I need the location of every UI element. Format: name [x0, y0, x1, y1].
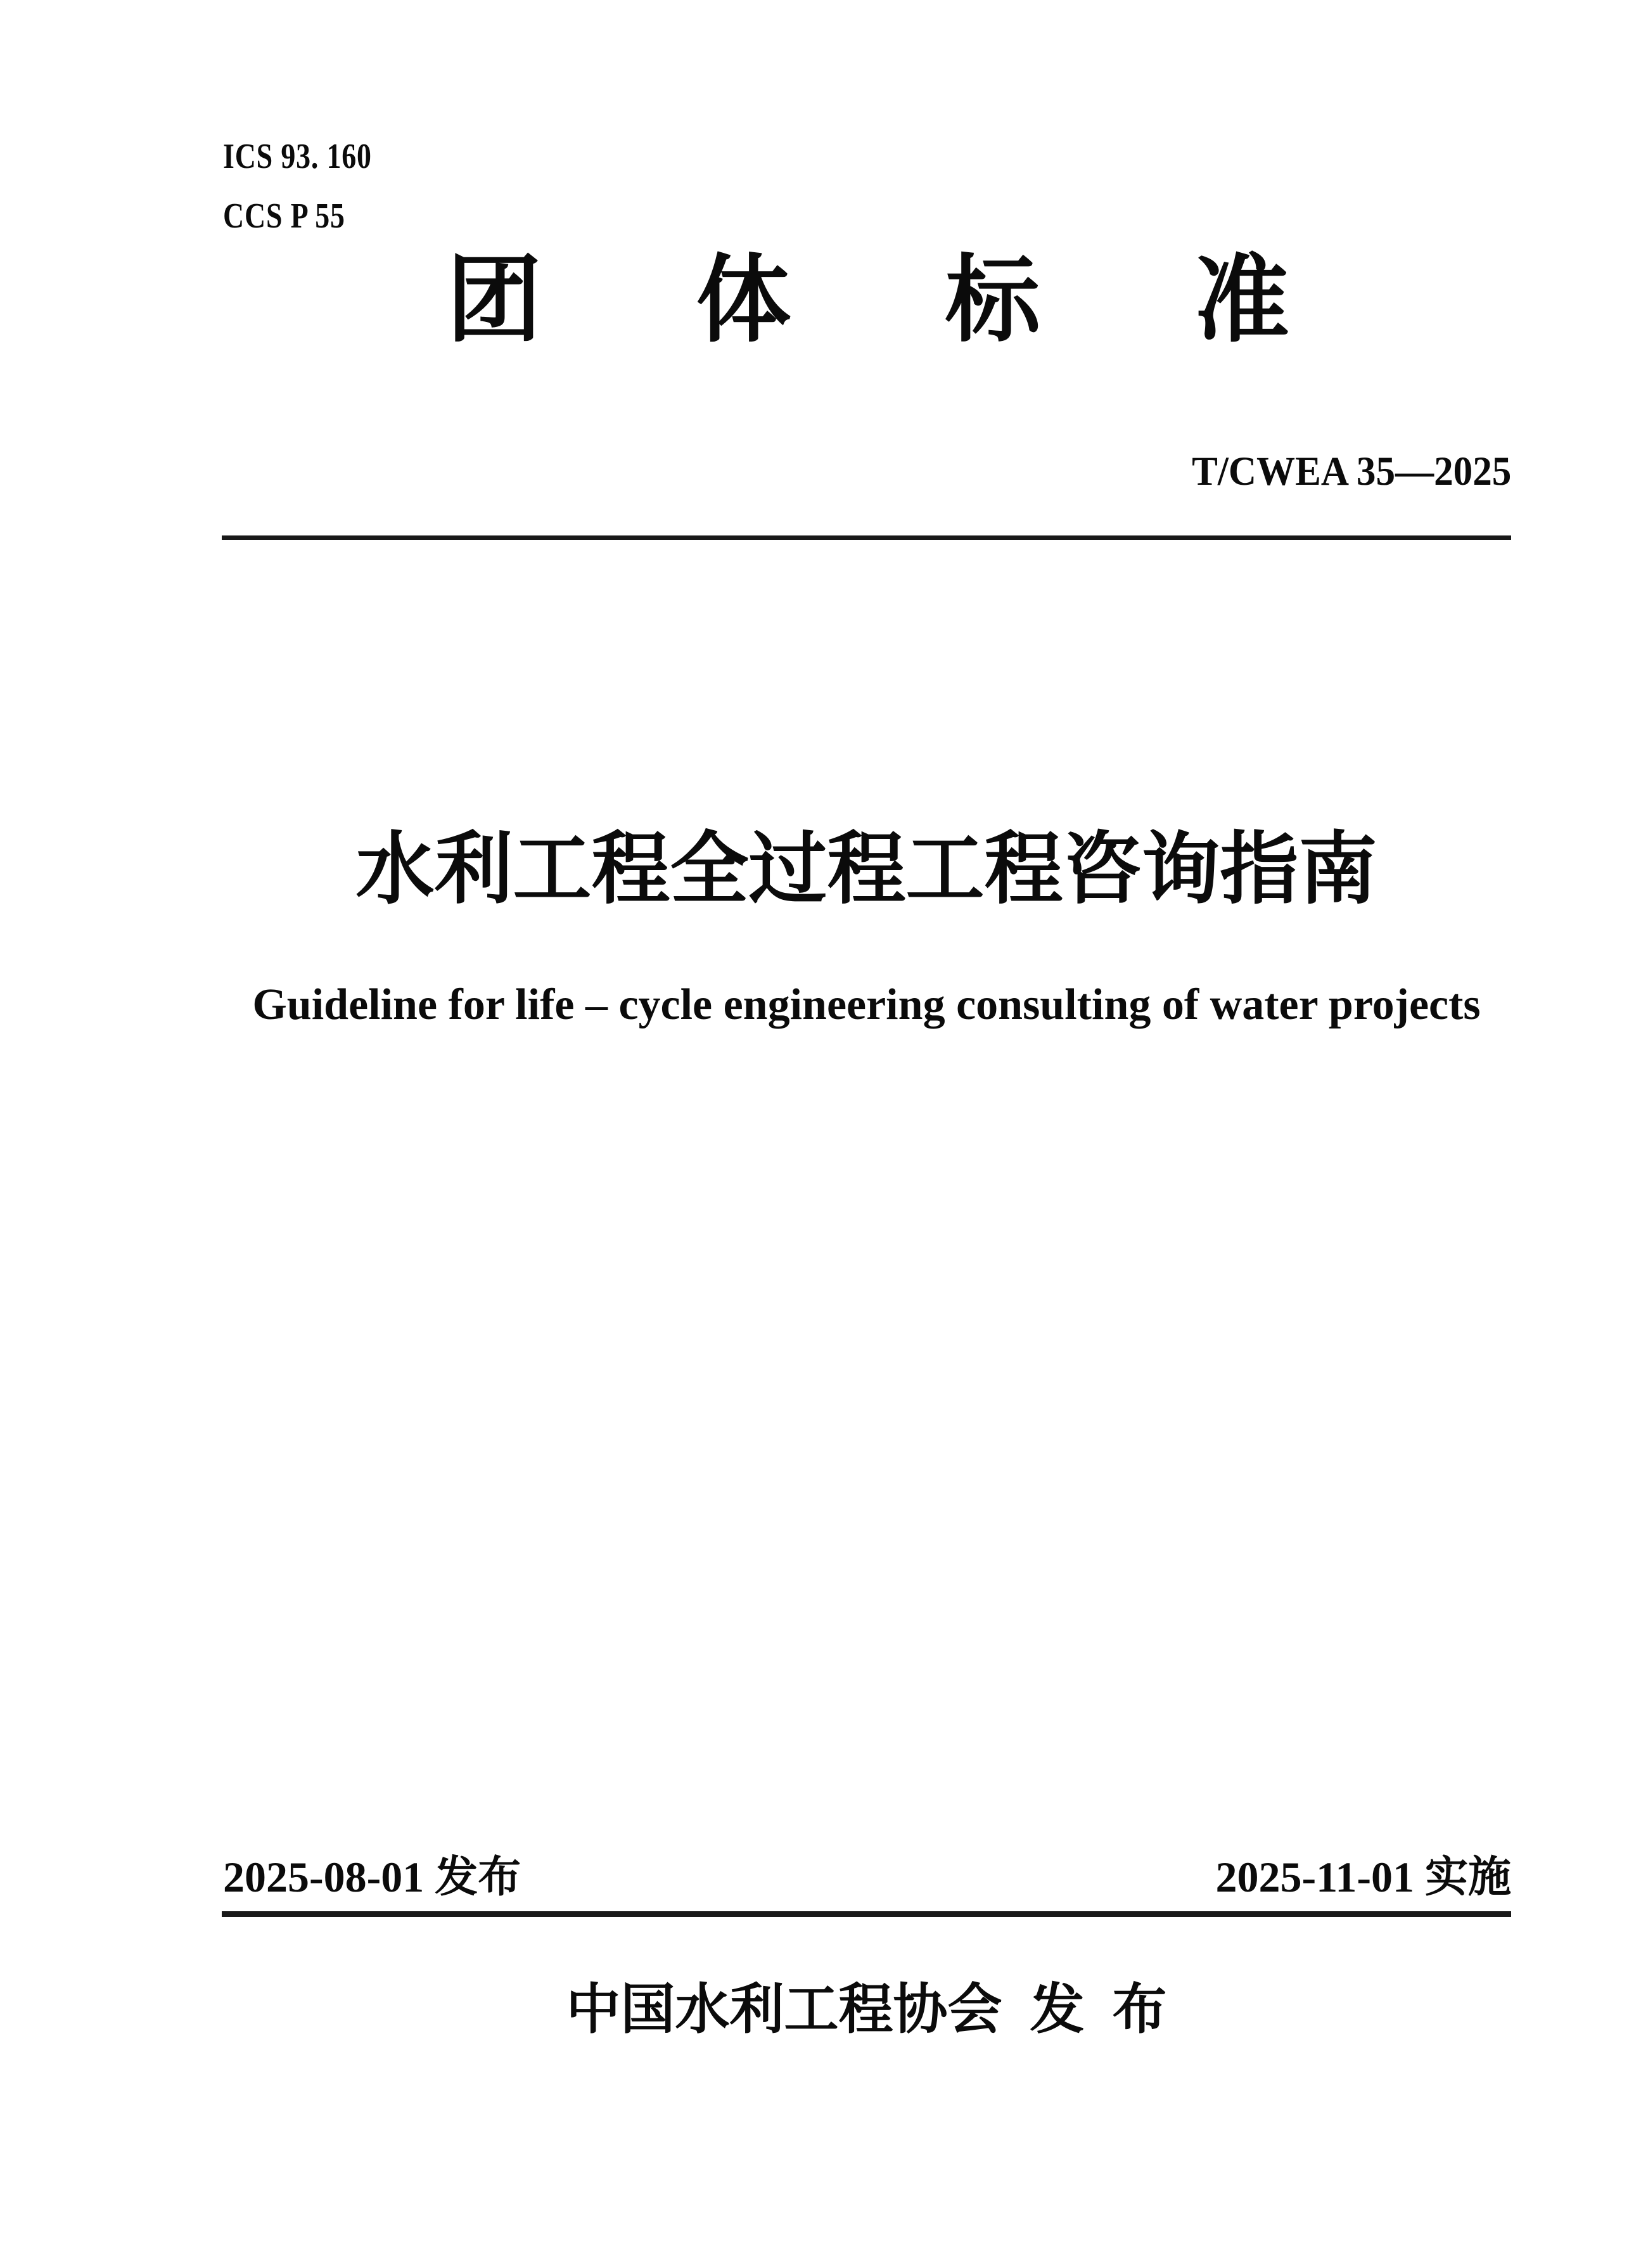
publisher-name: 中国水利工程协会 — [566, 1979, 1002, 2040]
title-chinese: 水利工程全过程工程咨询指南 — [355, 826, 1377, 913]
classification-codes — [223, 127, 372, 246]
ics-code: ICS 93. 160 — [223, 137, 372, 176]
publisher-action-char: 发 — [1030, 1979, 1085, 2040]
title-english: Guideline for life – cycle engineering consulting of water projects — [252, 980, 1481, 1029]
ccs-code: CCS P 55 — [223, 196, 345, 236]
standard-type-title — [447, 248, 1289, 354]
publisher-line — [222, 1979, 1511, 2040]
standard-number: T/CWEA 35—2025 — [1191, 449, 1511, 494]
publisher-action-char: 布 — [1112, 1979, 1167, 2040]
standard-type-char: 标 — [945, 248, 1040, 354]
standard-type-char: 团 — [447, 248, 542, 354]
standard-type-char: 体 — [696, 248, 791, 354]
header-rule — [222, 535, 1511, 540]
footer-rule — [222, 1911, 1511, 1917]
implementation-date: 2025-11-01 实施 — [1215, 1853, 1511, 1901]
standard-type-char: 准 — [1194, 248, 1289, 354]
issue-date: 2025-08-01 发布 — [223, 1853, 521, 1901]
